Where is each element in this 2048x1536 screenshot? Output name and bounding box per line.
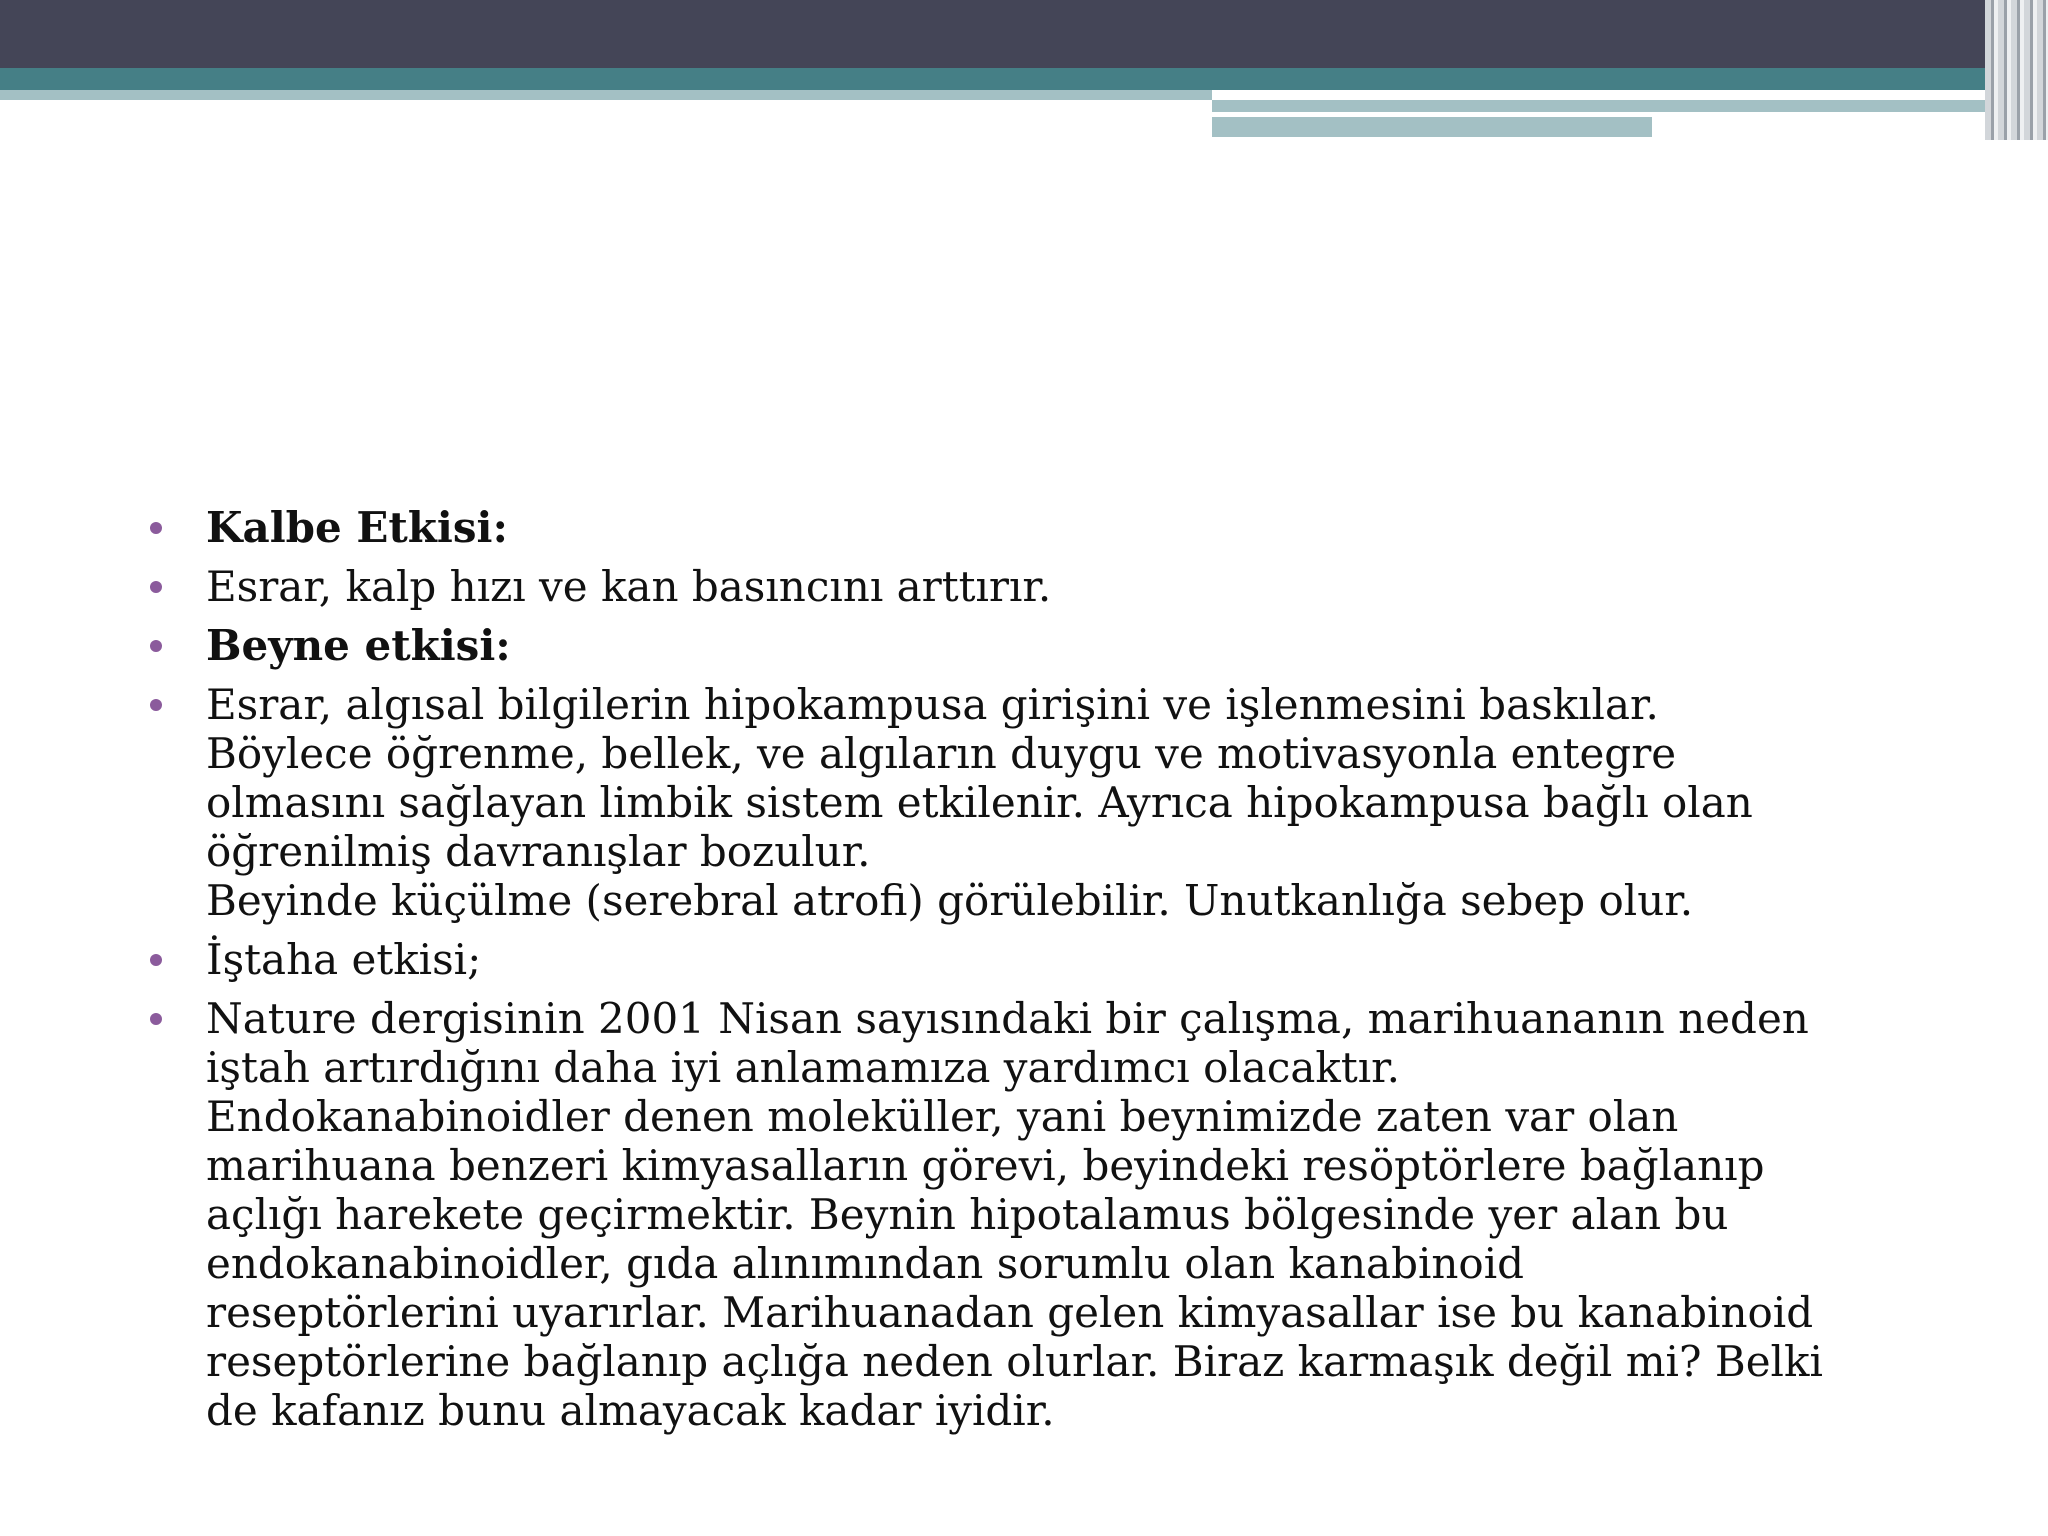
header-teal-band: [0, 68, 2048, 90]
bullet-icon: [150, 581, 162, 593]
bullet-icon: [150, 699, 162, 711]
header-vertical-stripes: [1985, 0, 2048, 140]
slide-bullet-list: [148, 503, 1948, 1445]
bullet-text-line: de kafanız bunu almayacak kadar iyidir.: [206, 1386, 1055, 1435]
bullet-item: [148, 994, 1948, 1435]
bullet-text-line: Esrar, kalp hızı ve kan basıncını arttırır.: [206, 562, 1052, 611]
bullet-text-line: reseptörlerine bağlanıp açlığa neden olurlar. Biraz karmaşık değil mi? Belki: [206, 1337, 1823, 1386]
bullet-item: [148, 503, 1948, 552]
bullet-icon: [150, 522, 162, 534]
header-light-band-right: [1212, 100, 2012, 112]
header-light-band-lower: [1212, 117, 1652, 137]
header-dark-band: [0, 0, 2048, 68]
bullet-icon: [150, 1013, 162, 1025]
bullet-text-line: Beyne etkisi:: [206, 621, 511, 670]
bullet-text-line: İştaha etkisi;: [206, 935, 482, 984]
header-light-band-left: [0, 90, 1212, 100]
bullet-icon: [150, 954, 162, 966]
bullet-text-line: Böylece öğrenme, bellek, ve algıların duygu ve motivasyonla entegre: [206, 729, 1677, 778]
bullet-text-line: Endokanabinoidler denen moleküller, yani beynimizde zaten var olan: [206, 1092, 1679, 1141]
bullet-icon: [150, 640, 162, 652]
bullet-text-line: Esrar, algısal bilgilerin hipokampusa girişini ve işlenmesini baskılar.: [206, 680, 1659, 729]
bullet-item: [148, 680, 1948, 925]
bullet-item: [148, 562, 1948, 611]
bullet-text-line: Nature dergisinin 2001 Nisan sayısındaki bir çalışma, marihuananın neden: [206, 994, 1809, 1043]
bullet-text-line: Beyinde küçülme (serebral atrofi) görülebilir. Unutkanlığa sebep olur.: [206, 876, 1694, 925]
bullet-text-line: öğrenilmiş davranışlar bozulur.: [206, 827, 871, 876]
bullet-text-line: reseptörlerini uyarırlar. Marihuanadan gelen kimyasallar ise bu kanabinoid: [206, 1288, 1814, 1337]
bullet-text-line: endokanabinoidler, gıda alınımından sorumlu olan kanabinoid: [206, 1239, 1525, 1288]
bullet-text-line: Kalbe Etkisi:: [206, 503, 508, 552]
bullet-text-line: olmasını sağlayan limbik sistem etkilenir. Ayrıca hipokampusa bağlı olan: [206, 778, 1753, 827]
bullet-item: [148, 621, 1948, 670]
bullet-text-line: iştah artırdığını daha iyi anlamamıza yardımcı olacaktır.: [206, 1043, 1400, 1092]
bullet-text-line: marihuana benzeri kimyasalların görevi, beyindeki resöptörlere bağlanıp: [206, 1141, 1765, 1190]
bullet-text-line: açlığı harekete geçirmektir. Beynin hipotalamus bölgesinde yer alan bu: [206, 1190, 1729, 1239]
bullet-item: [148, 935, 1948, 984]
